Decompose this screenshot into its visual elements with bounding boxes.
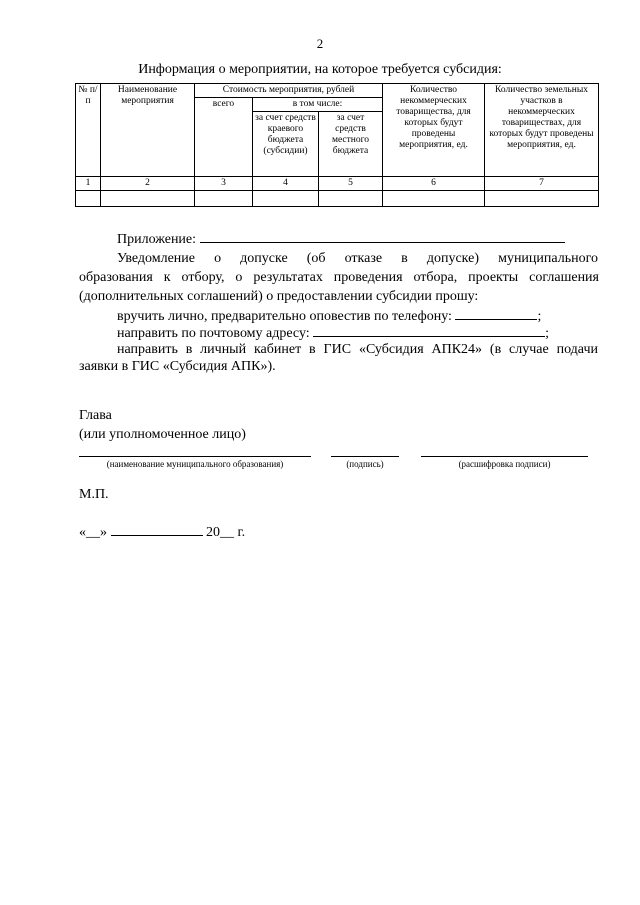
- table-title: Информация о мероприятии, на которое требуется субсидия:: [138, 62, 502, 77]
- option-cabinet: направить в личный кабинет в ГИС «Субсидия АПК24» (в случае подачи: [117, 342, 598, 357]
- notice-line-1: Уведомление о допуске (об отказе в допуске) муниципального: [117, 251, 598, 266]
- signature-line: [331, 455, 399, 457]
- column-number: 2: [101, 176, 195, 190]
- table-cell: [76, 190, 101, 206]
- attachment-line: [117, 228, 577, 249]
- table-cell: [383, 190, 485, 206]
- column-number: 1: [76, 176, 101, 190]
- column-number: 4: [253, 176, 319, 190]
- table-cell: [101, 190, 195, 206]
- header-local-budget: за счет средств местного бюджета: [319, 111, 383, 176]
- header-regional-budget: за счет средств краевого бюджета (субсидии): [253, 111, 319, 176]
- column-number: 3: [195, 176, 253, 190]
- caption-decode: (расшифровка подписи): [458, 459, 551, 469]
- header-name: Наименование мероприятия: [101, 84, 195, 177]
- date-month-blank: [111, 521, 203, 536]
- column-number: 5: [319, 176, 383, 190]
- attachment-blank: [200, 228, 565, 243]
- decode-line: [421, 455, 588, 457]
- address-blank: [313, 322, 545, 337]
- subsidy-table: [75, 83, 599, 207]
- table-row: [76, 190, 599, 206]
- signer-title: Глава: [79, 408, 112, 423]
- header-num: № п/п: [76, 84, 101, 177]
- date-day: «__»: [79, 525, 107, 540]
- table-cell: [195, 190, 253, 206]
- caption-municipality: (наименование муниципального образования): [106, 459, 284, 469]
- column-number: 7: [485, 176, 599, 190]
- date-year: 20__ г.: [206, 525, 246, 540]
- municipality-line: [79, 455, 311, 457]
- option-cabinet-cont: заявки в ГИС «Субсидия АПК»).: [79, 359, 276, 374]
- notice-line-2: образования к отбору, о результатах проведения отбора, проекты соглашения: [79, 270, 599, 285]
- semicolon: ;: [537, 309, 542, 324]
- column-number: 6: [383, 176, 485, 190]
- notice-line-3: (дополнительных соглашений) о предоставлении субсидии прошу:: [79, 289, 479, 304]
- option-personal-text: вручить лично, предварительно оповестив по телефону:: [117, 309, 452, 324]
- header-total: всего: [195, 97, 253, 176]
- table-cell: [485, 190, 599, 206]
- header-cost: Стоимость мероприятия, рублей: [195, 84, 383, 98]
- option-mail-text: направить по почтовому адресу:: [117, 326, 310, 341]
- caption-signature: (подпись): [346, 459, 384, 469]
- header-npo-count: Количество некоммерческих товарищества, для которых будут проведены мероприятия, ед.: [383, 84, 485, 177]
- page-number: 2: [316, 36, 324, 51]
- header-land-count: Количество земельных участков в некоммерческих товариществах, для которых будут проведены мероприятия, ед.: [485, 84, 599, 177]
- header-including: в том числе:: [253, 97, 383, 111]
- semicolon: ;: [545, 326, 550, 341]
- stamp-label: М.П.: [79, 487, 109, 502]
- signer-subtitle: (или уполномоченное лицо): [79, 427, 246, 442]
- table-row: [76, 176, 599, 190]
- phone-blank: [455, 305, 537, 320]
- date-line: [79, 521, 599, 542]
- table-cell: [253, 190, 319, 206]
- table-cell: [319, 190, 383, 206]
- attachment-label: Приложение:: [117, 232, 197, 247]
